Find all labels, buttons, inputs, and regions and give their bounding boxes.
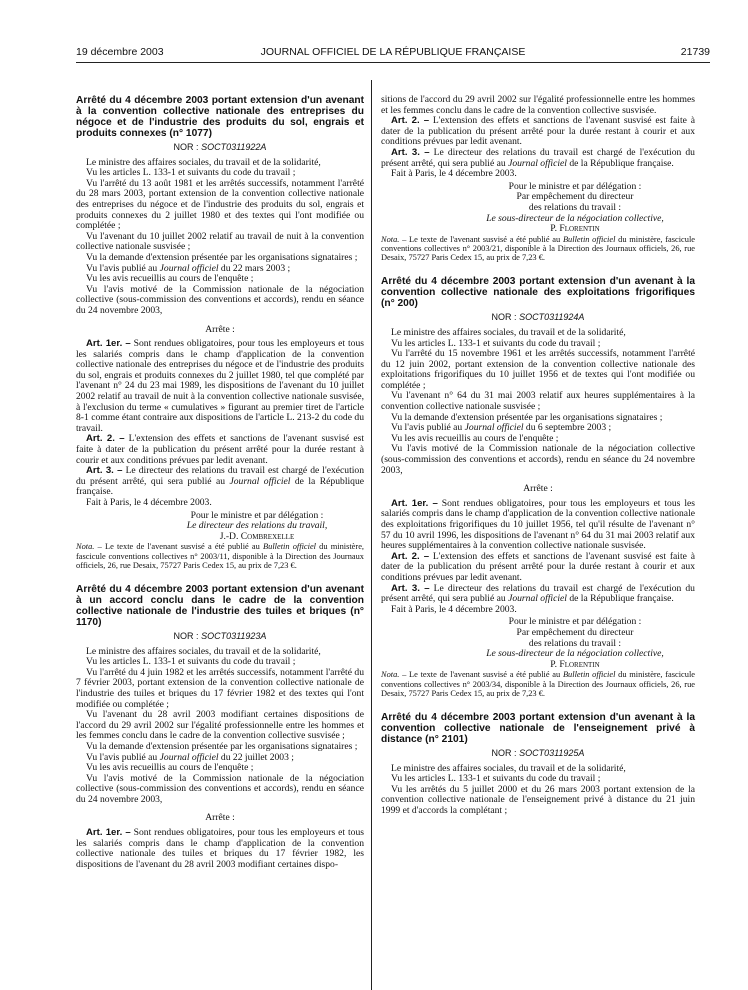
paragraph: Vu les avis recueillis au cours de l'enquête ; — [86, 762, 254, 774]
paragraph: Le ministre des affaires sociales, du travail et de la solidarité, — [86, 156, 321, 168]
paragraph: Vu l'avenant du 10 juillet 2002 relatif au travail de nuit à la convention collective nationale susvisée ; — [76, 230, 364, 253]
paragraph: Vu les articles L. 133-1 et suivants du code du travail ; — [391, 773, 601, 785]
arrete-200 — [381, 276, 695, 698]
page-header — [76, 46, 710, 62]
page-number: 21739 — [680, 46, 710, 58]
arrete-heading: Arrête : — [205, 323, 235, 335]
article-1-continued: sitions de l'accord du 29 avril 2002 sur l'égalité professionnelle entre les hommes et les femmes conclu dans le cadre de la convention collective susvisée. — [381, 94, 695, 116]
nor-reference: NOR : SOCT0311924A — [491, 312, 585, 323]
column-divider — [371, 80, 372, 990]
arrete-title: Arrêté du 4 décembre 2003 portant extension d'un avenant à la convention collective nationale des entreprises du négoce et de l'industrie des produits du sol, engrais et produits connexes (n° 1077) — [76, 95, 364, 139]
signature-date: Fait à Paris, le 4 décembre 2003. — [86, 497, 212, 508]
nor-reference: NOR : SOCT0311922A — [173, 142, 267, 152]
article-2: Art. 2. – L'extension des effets et sanctions de l'avenant susvisé est faite à dater de la publication du présent arrêté pour la durée restant à courir et aux conditions prévues par ledit avenant. — [381, 115, 695, 148]
article-3: Art. 3. – Le directeur des relations du travail est chargé de l'exécution du présent arrêté, qui sera publié au Journal officiel de la République française. — [76, 465, 365, 498]
paragraph: Vu les avis recueillis au cours de l'enquête ; — [391, 432, 559, 444]
nor-reference: NOR : SOCT0311923A — [173, 630, 267, 641]
paragraph: Le ministre des affaires sociales, du travail et de la solidarité, — [391, 326, 626, 338]
paragraph: Vu les articles L. 133-1 et suivants du code du travail ; — [391, 337, 601, 349]
paragraph: Vu l'avis motivé de la Commission nationale de la négociation collective (sous-commission des conventions et accords), rendu en séance du 24 novembre 2003, — [381, 443, 695, 476]
arrete-title: Arrêté du 4 décembre 2003 portant extension d'un avenant à la convention collective nationale des exploitations frigorifiques (n° 200) — [381, 276, 695, 310]
article-2: Art. 2. – L'extension des effets et sanctions de l'avenant susvisé est faite à dater de la publication du présent arrêté pour la durée restant à courir et aux conditions prévues par ledit avenant. — [381, 550, 695, 583]
article-1: Art. 1er. – Sont rendues obligatoires, pour tous les employeurs et tous les salariés compris dans le champ d'application de la convention collective nationale des exploitations frigorifiques du 10 juillet 1956, tel qu'il résulte de l'avenant n° 57 du 10 avril 1996, les dispositions de l'avenant n° 64 du 31 mai 2003 relatif aux heures supplémentaires à la convention collective nationale susvisée. — [381, 497, 695, 552]
nota: Nota. – Le texte de l'avenant susvisé a été publié au Bulletin officiel du ministère, fascicule conventions collectives n° 2003/11, disponible à la Direction des Journaux officiels, 26, rue Desaix, 75727 Paris Cedex 15, au prix de 7,23 €. — [76, 542, 365, 570]
article-3: Art. 3. – Le directeur des relations du travail est chargé de l'exécution du présent arrêté, qui sera publié au Journal officiel de la République française. — [381, 582, 695, 605]
nota: Nota. – Le texte de l'avenant susvisé a été publié au Bulletin officiel du ministère, fascicule conventions collectives n° 2003/21, disponible à la Direction des Journaux officiels, 26, rue Desaix, 75727 Paris Cedex 15, au prix de 7,23 €. — [381, 234, 695, 263]
article-3: Art. 3. – Le directeur des relations du travail est chargé de l'exécution du présent arrêté, qui sera publié au Journal officiel de la République française. — [381, 146, 695, 169]
arrete-heading: Arrête : — [523, 483, 553, 495]
paragraph: Vu les articles L. 133-1 et suivants du code du travail ; — [86, 167, 296, 179]
arrete-title: Arrêté du 4 décembre 2003 portant extension d'un avenant à un accord conclu dans le cadre de la convention collective nationale de l'industrie des tuiles et briques (n° 1170) — [76, 583, 364, 628]
paragraph: Vu la demande d'extension présentée par les organisations signataires ; — [86, 740, 358, 752]
nota: Nota. – Le texte de l'avenant susvisé a été publié au Bulletin officiel du ministère, fascicule conventions collectives n° 2003/34, disponible à la Direction des Journaux officiels, 26, rue Desaix, 75727 Paris Cedex 15, au prix de 7,23 €. — [381, 670, 695, 698]
paragraph: Vu la demande d'extension présentée par les organisations signataires ; — [391, 411, 663, 423]
paragraph: Vu l'avis publié au Journal officiel du 22 mars 2003 ; — [86, 262, 291, 274]
left-column — [76, 95, 364, 870]
paragraph: Vu les articles L. 133-1 et suivants du code du travail ; — [86, 656, 296, 668]
paragraph: Vu la demande d'extension présentée par les organisations signataires ; — [86, 251, 358, 263]
signature-date: Fait à Paris, le 4 décembre 2003. — [391, 603, 517, 615]
article-1: Art. 1er. – Sont rendues obligatoires, pour tous les employeurs et tous les salariés compris dans le champ d'application de la convention collective nationale des tuiles et briques du 17 février 1982, les dispositions de l'avenant du 28 avril 2003 modifiant certaines dispo- — [76, 827, 365, 870]
right-column — [381, 95, 695, 817]
paragraph: Le ministre des affaires sociales, du travail et de la solidarité, — [391, 762, 626, 774]
article-2: Art. 2. – L'extension des effets et sanctions de l'avenant susvisé est faite à dater de la publication du présent arrêté pour la durée restant à courir et aux conditions prévues par ledit avenant. — [76, 433, 364, 466]
header-rule — [76, 62, 710, 63]
arrete-1077 — [76, 95, 364, 570]
arrete-title: Arrêté du 4 décembre 2003 portant extension d'un avenant à la convention collective nationale de l'enseignement privé à distance (n° 2101) — [381, 711, 695, 745]
paragraph: Vu l'avis publié au Journal officiel du 22 juillet 2003 ; — [86, 751, 294, 763]
paragraph: Vu les arrêtés du 5 juillet 2000 et du 26 mars 2003 portant extension de la convention collective nationale de l'enseignement privé à distance du 21 juin 1999 et d'accords la complétant ; — [381, 783, 695, 816]
arrete-1170 — [76, 584, 364, 870]
paragraph: Vu l'avenant du 28 avril 2003 modifiant certaines dispositions de l'accord du 29 avril 2002 sur l'égalité professionnelle entre les hommes et les femmes conclu dans le cadre de la convention collective susvisée ; — [76, 709, 364, 742]
arrete-heading: Arrête : — [205, 812, 235, 824]
header-date: 19 décembre 2003 — [76, 46, 164, 58]
signature-block: Pour le ministre et par délégation : Par empêchement du directeur des relations du travail : Le sous-directeur de la négociation collective, P. Florentin — [486, 180, 664, 235]
paragraph: Vu l'avis publié au Journal officiel du 6 septembre 2003 ; — [391, 422, 612, 434]
paragraph: Le ministre des affaires sociales, du travail et de la solidarité, — [86, 645, 321, 657]
paragraph: Vu l'avis motivé de la Commission nationale de la négociation collective (sous-commission des conventions et accords), rendu en séance du 24 novembre 2003, — [76, 283, 364, 316]
journal-title: JOURNAL OFFICIEL DE LA RÉPUBLIQUE FRANÇAISE — [260, 46, 526, 58]
paragraph: Vu l'arrêté du 13 août 1981 et les arrêtés successifs, notamment l'arrêté du 28 mars 2003, portant extension de la convention collective nationale des entreprises du négoce et de l'industrie des produits du sol, engrais et produits connexes du 2 juillet 1980 et des textes qui l'ont modifiée ou complétée ; — [76, 177, 364, 232]
arrete-2101 — [381, 712, 695, 817]
paragraph: Vu l'arrêté du 4 juin 1982 et les arrêtés successifs, notamment l'arrêté du 7 février 2003, portant extension de la convention collective nationale de l'industrie des tuiles et briques du 17 février 1982 et des textes qui l'ont modifiée ou complétée ; — [76, 666, 364, 710]
nor-reference: NOR : SOCT0311925A — [491, 747, 585, 758]
paragraph: Vu les avis recueillis au cours de l'enquête ; — [86, 273, 254, 285]
signature-date: Fait à Paris, le 4 décembre 2003. — [391, 168, 517, 180]
signature-block: Pour le ministre et par délégation : Par empêchement du directeur des relations du travail : Le sous-directeur de la négociation collective, P. Florentin — [486, 616, 664, 670]
paragraph: Vu l'avenant n° 64 du 31 mai 2003 relatif aux heures supplémentaires à la convention collective nationale susvisée ; — [381, 390, 695, 413]
paragraph: Vu l'avis motivé de la Commission nationale de la négociation collective (sous-commission des conventions et accords), rendu en séance du 24 novembre 2003, — [76, 772, 364, 805]
arrete-1170-continued — [381, 95, 695, 262]
signature-block: Pour le ministre et par délégation : Le directeur des relations du travail, J.-D. Combrexelle — [186, 509, 328, 542]
paragraph: Vu l'arrêté du 15 novembre 1961 et les arrêtés successifs, notamment l'arrêté du 12 juin 2002, portant extension de la convention collective nationale des exploitations frigorifiques du 10 juillet 1956 et de textes qui l'ont modifiée ou complétée ; — [381, 348, 695, 391]
article-1: Art. 1er. – Sont rendues obligatoires, pour tous les employeurs et tous les salariés compris dans le champ d'application de la convention collective nationale des entreprises du négoce et de l'industrie des produits du sol, engrais et produits connexes du 2 juillet 1980, tel que complété par l'avenant n° 24 du 23 mai 1989, les dispositions de l'avenant du 10 juillet 2002 relatif au travail de nuit à la convention collective nationale susvisée, à l'exclusion du terme « cumulatives » figurant au premier tiret de l'article 8-1 comme étant contraire aux dispositions de l'article L. 213-2 du code du travail. — [76, 338, 365, 434]
